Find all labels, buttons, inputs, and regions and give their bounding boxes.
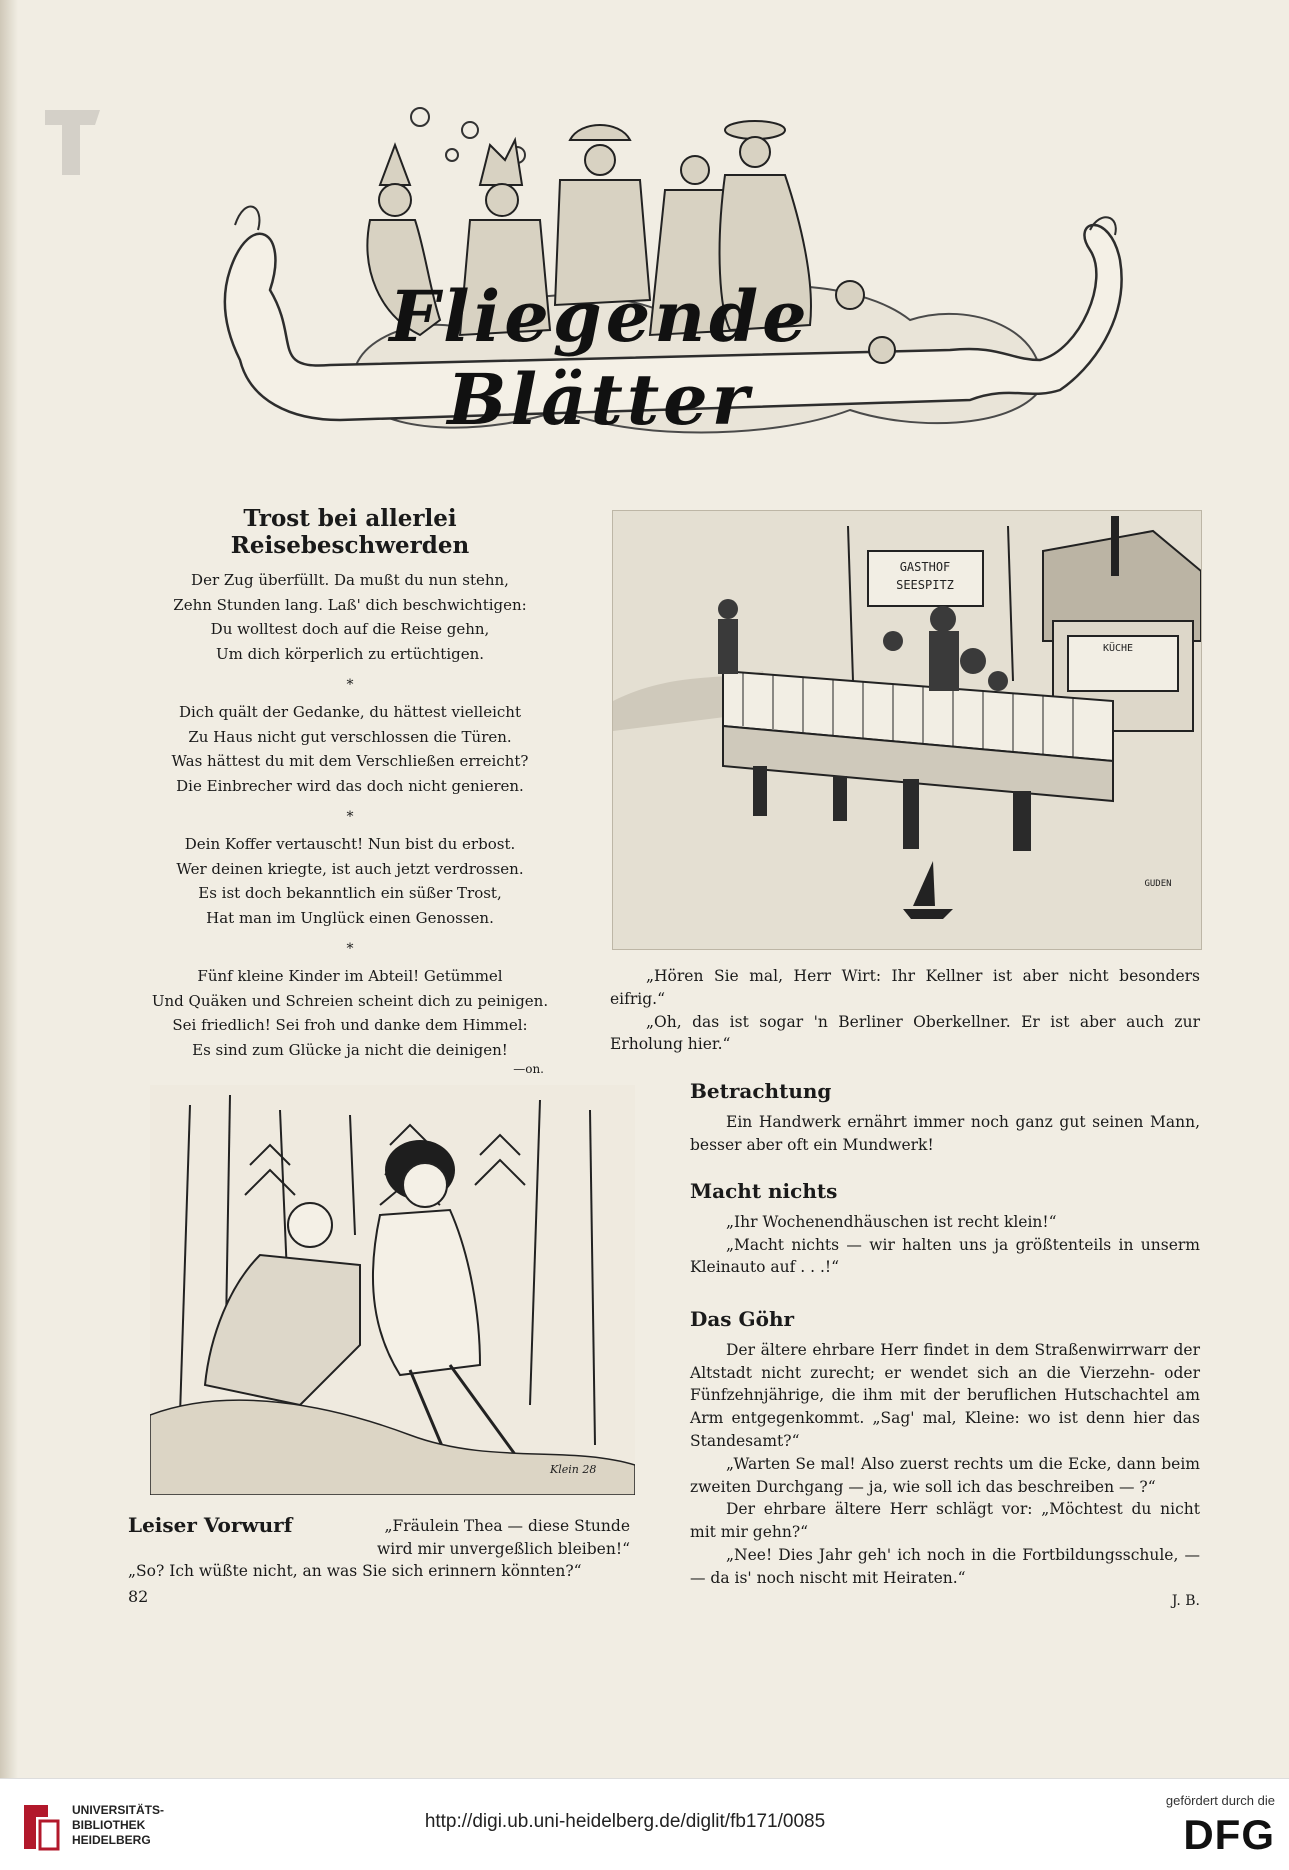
betrachtung-text: Ein Handwerk ernährt immer noch ganz gut seinen Mann, besser aber oft ein Mundwerk!	[690, 1112, 1200, 1154]
poem-line: Es sind zum Glücke ja nicht die deinigen!	[192, 1040, 508, 1059]
library-name[interactable]	[72, 1803, 164, 1848]
kitchen-sign: KÜCHE	[1102, 643, 1134, 654]
cartoon2-caption-1: „Fräulein Thea — diese Stunde wird mir unvergeßlich bleiben!“	[377, 1517, 630, 1558]
poem-line: Die Einbrecher wird das doch nicht genieren.	[176, 776, 524, 795]
dfg-logo[interactable]: DFG	[1183, 1811, 1275, 1858]
story-paragraph: „Warten Se mal! Also zuerst rechts um die Ecke, dann beim zweiten Durchgang — ja, wie soll ich das beschreiben — ?“	[690, 1454, 1200, 1496]
macht-nichts-title: Macht nichts	[690, 1179, 838, 1203]
page-number: 82	[128, 1587, 149, 1606]
poem-line: Es ist doch bekanntlich ein süßer Trost,	[198, 884, 502, 902]
poem-line: Dein Koffer vertauscht! Nun bist du erbost.	[184, 835, 516, 853]
bleed-through-mark	[40, 100, 110, 180]
stanza-separator: *	[346, 941, 354, 957]
poem-line: Wer deinen kriegte, ist auch jetzt verdrossen.	[176, 859, 524, 878]
poem-line: Zehn Stunden lang. Laß' dich beschwichtigen:	[173, 595, 527, 614]
terrace-drawing	[613, 511, 1201, 949]
cartoon2-artist: Klein 28	[550, 1463, 597, 1476]
masthead-title: Fliegende Blätter	[389, 275, 811, 441]
stanza-separator: *	[346, 809, 354, 825]
goehr-section	[690, 1308, 1200, 1612]
page-spine-shadow	[0, 0, 18, 1778]
dialog-line: „Ihr Wochenendhäuschen ist recht klein!“	[726, 1212, 1057, 1231]
poem-signature: —on.	[513, 1062, 544, 1076]
stanza-separator: *	[346, 677, 354, 693]
library-name-line: HEIDELBERG	[72, 1833, 151, 1847]
library-logo-icon	[18, 1799, 64, 1855]
document-url-link[interactable]: http://digi.ub.uni-heidelberg.de/diglit/fb171/0085	[424, 1811, 826, 1832]
masthead	[210, 100, 1130, 450]
goehr-signature: J. B.	[1171, 1592, 1200, 1609]
poem-stanza-1	[150, 568, 550, 666]
betrachtung-section	[690, 1080, 1200, 1156]
macht-nichts-section	[690, 1180, 1200, 1279]
poem-stanza-4	[150, 964, 550, 1062]
goehr-title: Das Göhr	[690, 1307, 795, 1331]
story-paragraph: „Nee! Dies Jahr geh' ich noch in die Fortbildungsschule, — — da is' noch nischt mit Heiraten.“	[690, 1545, 1200, 1587]
cartoon-forest-couple	[150, 1085, 635, 1495]
forest-drawing	[150, 1085, 635, 1495]
poem-line: Sei friedlich! Sei froh und danke dem Himmel:	[172, 1016, 528, 1034]
poem-line: Fünf kleine Kinder im Abteil! Getümmel	[197, 967, 503, 985]
poem-stanza-2	[150, 700, 550, 798]
poem	[150, 505, 550, 1076]
poem-line: Dich quält der Gedanke, du hättest vielleicht	[178, 703, 521, 721]
story-paragraph: Der ehrbare ältere Herr schlägt vor: „Möchtest du nicht mit mir gehn?“	[690, 1500, 1200, 1542]
cartoon2-title: Leiser Vorwurf	[128, 1513, 293, 1537]
caption-line: „Oh, das ist sogar 'n Berliner Oberkellner. Er ist aber auch zur Erholung hier.“	[610, 1012, 1200, 1054]
cartoon1-caption	[610, 965, 1200, 1056]
poem-line: Du wolltest doch auf die Reise gehn,	[210, 620, 490, 638]
cartoon-restaurant-terrace	[612, 510, 1202, 950]
poem-line: Der Zug überfüllt. Da mußt du nun stehn,	[191, 571, 509, 589]
poem-stanza-3	[150, 832, 550, 930]
poem-line: Hat man im Unglück einen Genossen.	[206, 908, 494, 927]
poem-title: Trost bei allerlei Reisebeschwerden	[230, 505, 470, 559]
cartoon2-caption-2: „So? Ich wüßte nicht, an was Sie sich erinnern könnten?“	[128, 1562, 582, 1580]
caption-line: „Hören Sie mal, Herr Wirt: Ihr Kellner ist aber nicht besonders eifrig.“	[610, 967, 1200, 1008]
library-name-line: UNIVERSITÄTS-	[72, 1803, 165, 1817]
poem-line: Um dich körperlich zu ertüchtigen.	[215, 644, 485, 663]
sign-line-1: GASTHOF	[899, 560, 951, 574]
poem-line: Zu Haus nicht gut verschlossen die Türen.	[188, 727, 512, 746]
sign-line-2: SEESPITZ	[896, 578, 954, 592]
footer-bar	[0, 1778, 1289, 1870]
poem-line: Was hättest du mit dem Verschließen erreicht?	[171, 752, 529, 770]
dialog-line: „Macht nichts — wir halten uns ja größtenteils in unserm Kleinauto auf . . .!“	[690, 1235, 1200, 1277]
library-name-line: BIBLIOTHEK	[72, 1818, 146, 1832]
sponsor-label: gefördert durch die	[1165, 1793, 1275, 1808]
betrachtung-title: Betrachtung	[690, 1079, 832, 1103]
cartoon1-artist: GUDEN	[1144, 879, 1172, 889]
story-paragraph: Der ältere ehrbare Herr findet in dem Straßenwirrwarr der Altstadt nicht zurecht; er wendet sich an die Vierzehn- oder Fünfzehnjährige, die ihm mit der beruflichen Hutschachtel am Arm entgegenkommt. „Sag' mal, Kleine: wo ist denn hier das Standesamt?“	[690, 1340, 1200, 1450]
poem-line: Und Quäken und Schreien scheint dich zu peinigen.	[151, 991, 549, 1010]
